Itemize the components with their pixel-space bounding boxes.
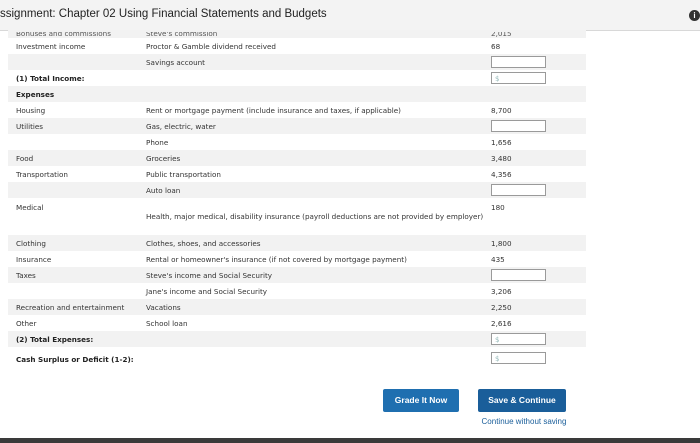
row-item: Savings account — [138, 54, 491, 70]
row-category: Clothing — [8, 235, 138, 251]
row-category: Investment income — [16, 41, 86, 51]
row-item: Steve's commission — [146, 31, 218, 37]
row-item: Clothes, shoes, and accessories — [138, 235, 491, 251]
row-item: Groceries — [138, 150, 491, 166]
row-amount: 1,800 — [491, 235, 586, 251]
budget-table — [8, 30, 586, 384]
bottom-bar — [0, 438, 700, 443]
table-row — [8, 54, 586, 70]
savings-account-input[interactable] — [491, 56, 546, 68]
budget-table-container — [8, 30, 578, 384]
row-category — [8, 134, 138, 150]
save-continue-button[interactable]: Save & Continue — [478, 389, 566, 412]
table-row — [8, 166, 586, 182]
utilities-input[interactable] — [491, 120, 546, 132]
row-item: Health, major medical, disability insurance (payroll deductions are not provided by employer) — [146, 212, 484, 221]
cash-surplus-input[interactable]: $ — [491, 352, 546, 364]
table-row — [8, 315, 586, 331]
row-amount: 1,656 — [491, 137, 512, 147]
row-item: Gas, electric, water — [138, 118, 491, 134]
table-row — [8, 134, 586, 150]
row-category — [8, 283, 138, 299]
row-item: Auto loan — [138, 182, 491, 198]
row-item: Steve's income and Social Security — [138, 267, 491, 283]
table-row — [8, 118, 586, 134]
row-category: Bonuses and commissions — [16, 31, 111, 37]
table-row — [8, 30, 586, 38]
table-row — [8, 347, 586, 384]
row-amount: 68 — [491, 41, 501, 51]
row-amount: 2,616 — [491, 318, 512, 328]
row-category: (2) Total Expenses: — [8, 331, 138, 347]
table-row — [8, 331, 586, 347]
row-item: Public transportation — [146, 169, 221, 179]
table-row — [8, 299, 586, 315]
row-category: Housing — [16, 105, 46, 115]
row-category: Recreation and entertainment — [8, 299, 138, 315]
steve-taxes-input[interactable] — [491, 269, 546, 281]
row-category — [8, 54, 138, 70]
row-category: Utilities — [8, 118, 138, 134]
row-category — [8, 182, 138, 198]
table-row — [8, 283, 586, 299]
row-category: Food — [8, 150, 138, 166]
row-category: Expenses — [8, 86, 138, 102]
table-row — [8, 102, 586, 118]
row-item: Vacations — [138, 299, 491, 315]
row-item: Proctor & Gamble dividend received — [146, 41, 276, 51]
row-item: Jane's income and Social Security — [146, 286, 268, 296]
row-amount: 3,480 — [491, 150, 586, 166]
continue-without-saving-link[interactable]: Continue without saving — [481, 417, 567, 426]
table-row — [8, 38, 586, 54]
assignment-title: ssignment: Chapter 02 Using Financial Statements and Budgets — [0, 8, 327, 20]
table-row — [8, 251, 586, 267]
row-category: (1) Total Income: — [16, 73, 85, 83]
table-row — [8, 198, 586, 235]
grade-it-now-button[interactable]: Grade It Now — [383, 389, 459, 412]
row-category: Taxes — [8, 267, 138, 283]
table-row — [8, 182, 586, 198]
row-category: Cash Surplus or Deficit (1-2): — [16, 355, 134, 364]
row-amount: 8,700 — [491, 105, 512, 115]
row-category: Insurance — [16, 254, 52, 264]
table-row — [8, 70, 586, 86]
table-row — [8, 235, 586, 251]
row-amount: 4,356 — [491, 169, 512, 179]
auto-loan-input[interactable] — [491, 184, 546, 196]
table-row — [8, 267, 586, 283]
row-amount: 435 — [491, 254, 505, 264]
row-amount: 3,206 — [491, 286, 512, 296]
row-item: School loan — [146, 318, 188, 328]
row-item: Rent or mortgage payment (include insurance and taxes, if applicable) — [146, 105, 401, 115]
row-amount: 180 — [491, 203, 505, 212]
row-category: Medical — [16, 203, 44, 212]
assignment-header — [0, 0, 700, 31]
table-row — [8, 86, 586, 102]
row-amount: 2,015 — [491, 31, 512, 37]
total-income-input[interactable]: $ — [491, 72, 546, 84]
total-expenses-input[interactable]: $ — [491, 333, 546, 345]
row-category: Transportation — [16, 169, 68, 179]
row-amount: 2,250 — [491, 299, 586, 315]
row-category: Other — [16, 318, 37, 328]
row-item: Phone — [146, 137, 169, 147]
info-icon[interactable]: i — [689, 10, 700, 21]
table-row — [8, 150, 586, 166]
row-item: Rental or homeowner's insurance (if not covered by mortgage payment) — [146, 254, 407, 264]
